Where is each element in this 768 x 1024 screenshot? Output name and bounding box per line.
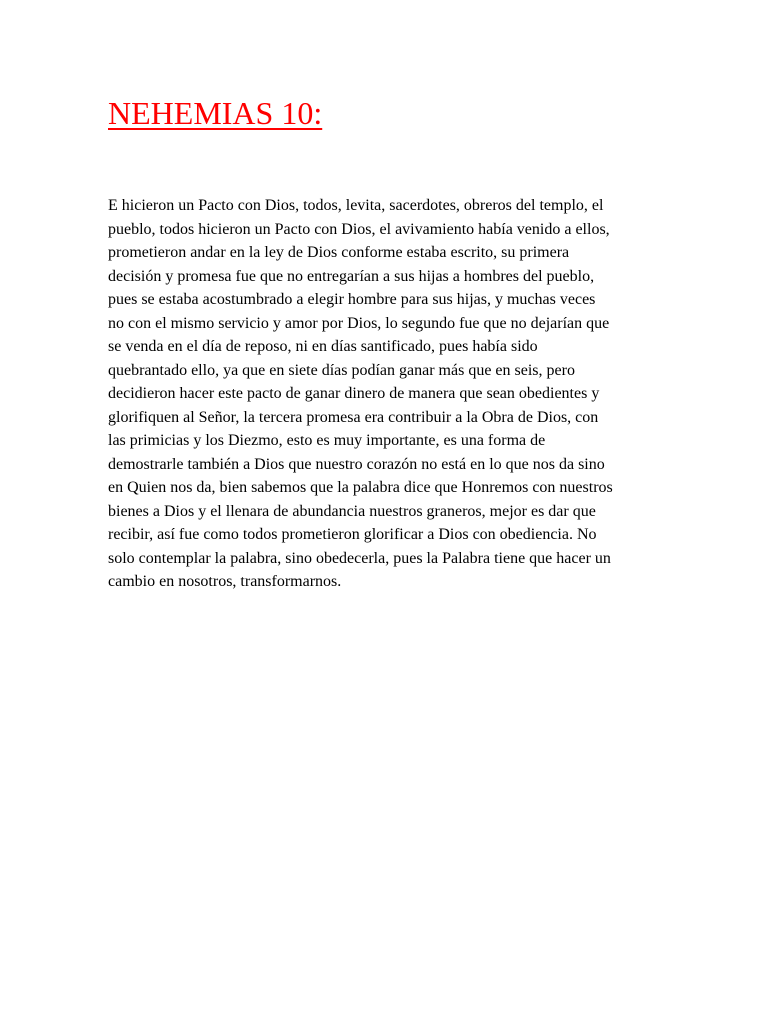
- paragraph-line: no con el mismo servicio y amor por Dios, lo segundo fue que no dejarían que: [108, 314, 610, 332]
- paragraph-line: en Quien nos da, bien sabemos que la palabra dice que Honremos con nuestros: [108, 479, 613, 496]
- paragraph-line: recibir, así fue como todos prometieron glorificar a Dios con obediencia. No: [108, 526, 597, 543]
- body-paragraph: [108, 194, 668, 594]
- paragraph-line: quebrantado ello, ya que en siete días podían ganar más que en seis, pero: [108, 361, 575, 379]
- paragraph-line: las primicias y los Diezmo, esto es muy importante, es una forma de: [108, 432, 546, 449]
- paragraph-line: se venda en el día de reposo, ni en días santificado, pues había sido: [108, 338, 538, 355]
- paragraph-line: solo contemplar la palabra, sino obedecerla, pues la Palabra tiene que hacer un: [108, 549, 611, 567]
- page-title: NEHEMIAS 10:: [108, 95, 323, 131]
- paragraph-line: bienes a Dios y el llenara de abundancia nuestros graneros, mejor es dar que: [108, 502, 596, 520]
- paragraph-line: prometieron andar en la ley de Dios conforme estaba escrito, su primera: [108, 244, 570, 261]
- paragraph-line: pues se estaba acostumbrado a elegir hombre para sus hijas, y muchas veces: [108, 291, 596, 308]
- paragraph-line: cambio en nosotros, transformarnos.: [108, 573, 342, 590]
- paragraph-line: decidieron hacer este pacto de ganar dinero de manera que sean obedientes y: [108, 385, 600, 402]
- paragraph-line: E hicieron un Pacto con Dios, todos, levita, sacerdotes, obreros del templo, el: [108, 197, 604, 214]
- paragraph-line: pueblo, todos hicieron un Pacto con Dios, el avivamiento había venido a ellos,: [108, 220, 610, 238]
- paragraph-line: demostrarle también a Dios que nuestro corazón no está en lo que nos da sino: [108, 455, 605, 473]
- paragraph-line: glorifiquen al Señor, la tercera promesa era contribuir a la Obra de Dios, con: [108, 408, 599, 426]
- paragraph-line: decisión y promesa fue que no entregarían a sus hijas a hombres del pueblo,: [108, 267, 595, 285]
